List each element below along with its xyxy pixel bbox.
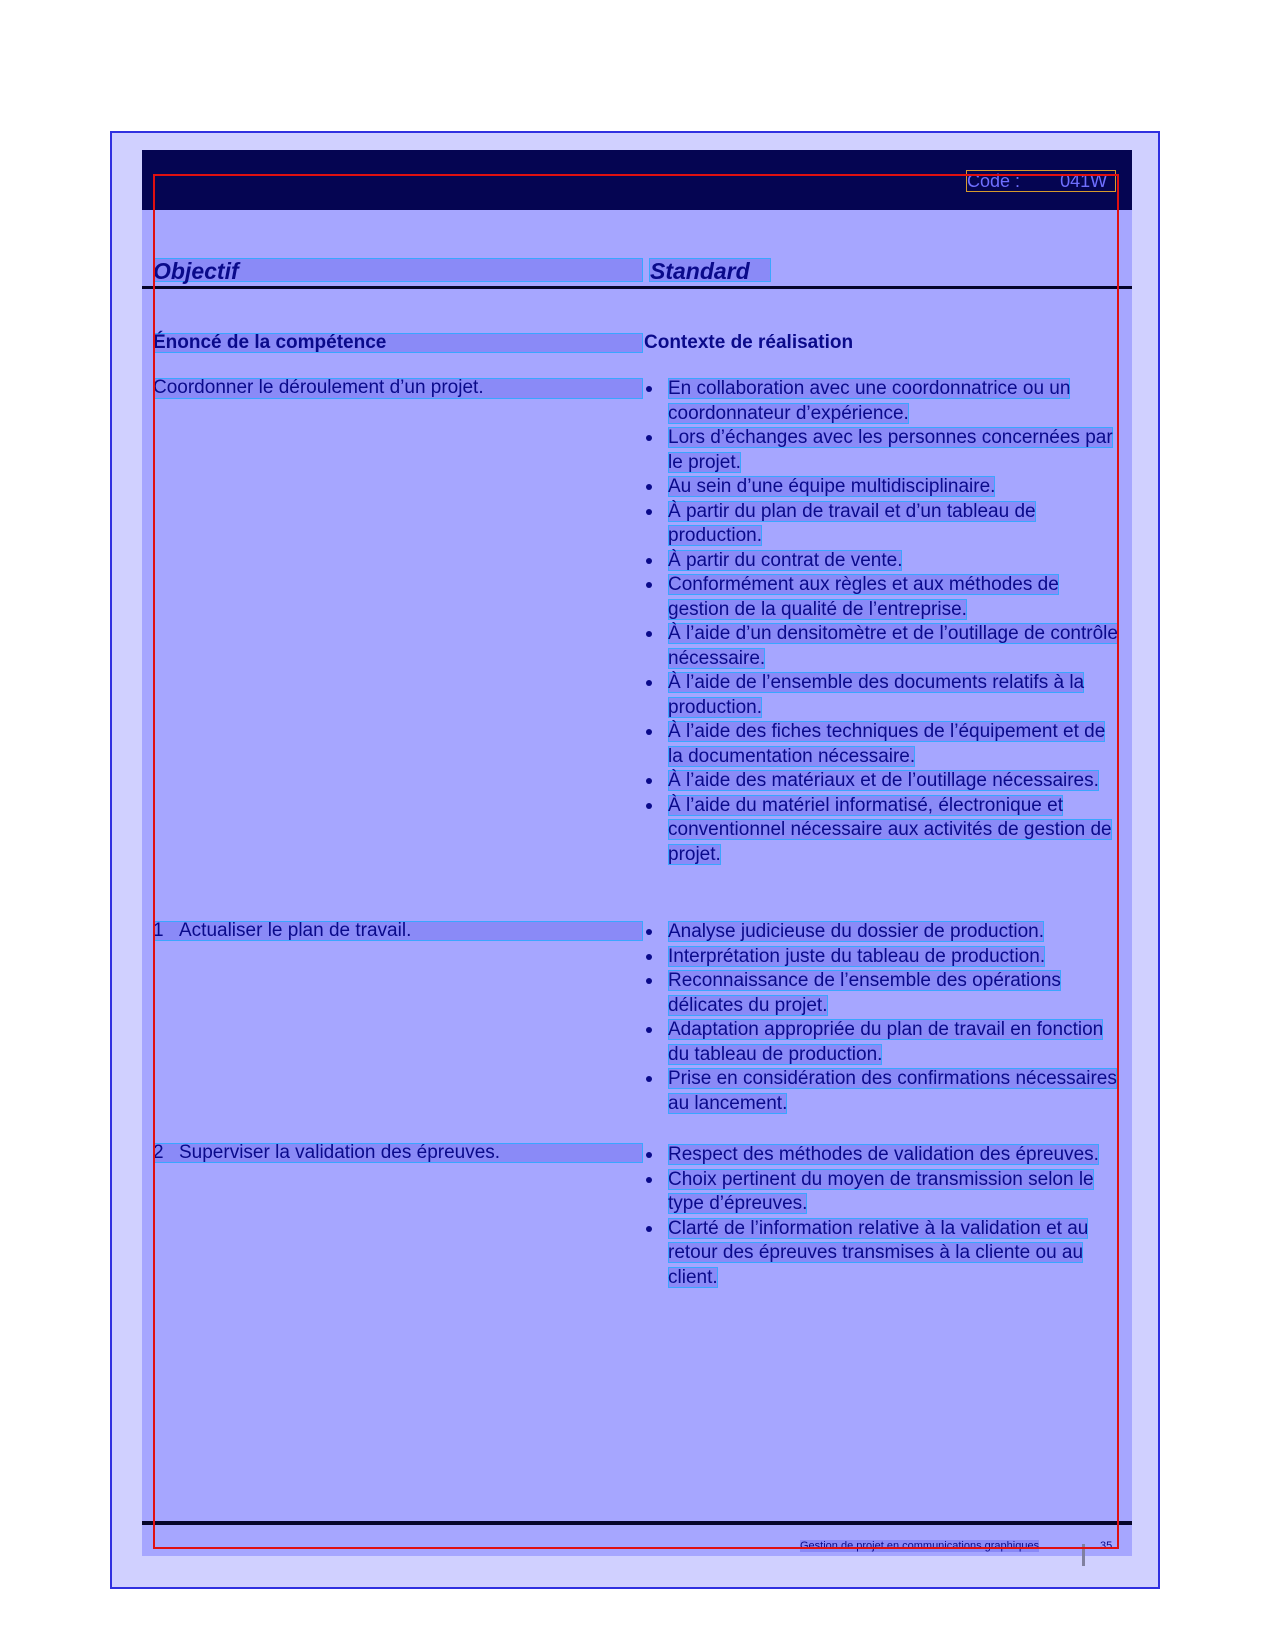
list-item-text: Reconnaissance de l’ensemble des opérations délicates du projet. xyxy=(668,970,1061,1016)
list-item-text: Conformément aux règles et aux méthodes de gestion de la qualité de l’entreprise. xyxy=(668,574,1059,620)
element-label: Actualiser le plan de travail. xyxy=(179,920,412,941)
criteria-list-1 xyxy=(644,920,1124,1116)
element-number: 2 xyxy=(153,1142,164,1163)
list-item xyxy=(644,475,1124,500)
list-item xyxy=(644,1168,1124,1217)
list-item-text: À l’aide des matériaux et de l’outillage nécessaires. xyxy=(668,770,1099,791)
page-number: 35 xyxy=(1100,1540,1113,1552)
code-label: Code : 041W xyxy=(966,170,1116,192)
list-item-text: En collaboration avec une coordonnatrice ou un coordonnateur d’expérience. xyxy=(668,378,1071,424)
contexte-list xyxy=(644,377,1124,867)
footer-text: Gestion de projet en communications graphiques xyxy=(800,1540,1040,1552)
list-item xyxy=(644,769,1124,794)
title-rule xyxy=(142,286,1132,289)
criteria-list-2 xyxy=(644,1143,1124,1290)
element-label: Superviser la validation des épreuves. xyxy=(179,1142,501,1163)
list-item xyxy=(644,1217,1124,1291)
enonce-subheader: Énoncé de la compétence xyxy=(153,332,387,353)
list-item xyxy=(644,945,1124,970)
list-item-text: Clarté de l’information relative à la validation et au retour des épreuves transmises à la cliente ou au client. xyxy=(668,1217,1089,1288)
page-tick xyxy=(1082,1544,1085,1566)
list-item xyxy=(644,500,1124,549)
list-item xyxy=(644,671,1124,720)
list-item xyxy=(644,426,1124,475)
list-item xyxy=(644,720,1124,769)
list-item-text: Interprétation juste du tableau de production. xyxy=(668,945,1046,967)
list-item xyxy=(644,794,1124,868)
list-item xyxy=(644,1143,1124,1168)
list-item-text: À l’aide de l’ensemble des documents relatifs à la production. xyxy=(668,672,1085,718)
list-item xyxy=(644,969,1124,1018)
list-item xyxy=(644,1067,1124,1116)
element-1 xyxy=(153,920,411,942)
list-item-text: Lors d’échanges avec les personnes concernées par le projet. xyxy=(668,427,1113,473)
list-item xyxy=(644,622,1124,671)
standard-title: Standard xyxy=(650,258,750,284)
list-item-text: Respect des méthodes de validation des épreuves. xyxy=(668,1144,1099,1165)
list-item-text: Choix pertinent du moyen de transmission selon le type d’épreuves. xyxy=(668,1168,1094,1214)
list-item-text: À l’aide d’un densitomètre et de l’outillage de contrôle nécessaire. xyxy=(668,623,1118,669)
competence-text: Coordonner le déroulement d’un projet. xyxy=(153,377,484,398)
list-item xyxy=(644,920,1124,945)
list-item-text: Adaptation appropriée du plan de travail en fonction du tableau de production. xyxy=(668,1019,1104,1065)
list-item-text: À l’aide du matériel informatisé, électronique et conventionnel nécessaire aux activités de gestion de projet. xyxy=(668,794,1112,865)
list-item xyxy=(644,549,1124,574)
element-number: 1 xyxy=(153,920,164,941)
list-item-text: Prise en considération des confirmations nécessaires au lancement. xyxy=(668,1068,1117,1114)
list-item-text: À partir du contrat de vente. xyxy=(668,549,903,571)
list-item xyxy=(644,1018,1124,1067)
list-item xyxy=(644,377,1124,426)
list-item-text: Analyse judicieuse du dossier de production. xyxy=(668,921,1045,942)
list-item xyxy=(644,573,1124,622)
list-item-text: À l’aide des fiches techniques de l’équipement et de la documentation nécessaire. xyxy=(668,721,1106,767)
contexte-subheader: Contexte de réalisation xyxy=(644,332,854,353)
objectif-title: Objectif xyxy=(153,258,239,284)
element-2 xyxy=(153,1142,500,1164)
list-item-text: Au sein d’une équipe multidisciplinaire. xyxy=(668,476,996,497)
list-item-text: À partir du plan de travail et d’un tableau de production. xyxy=(668,500,1036,546)
footer-rule xyxy=(142,1521,1132,1525)
